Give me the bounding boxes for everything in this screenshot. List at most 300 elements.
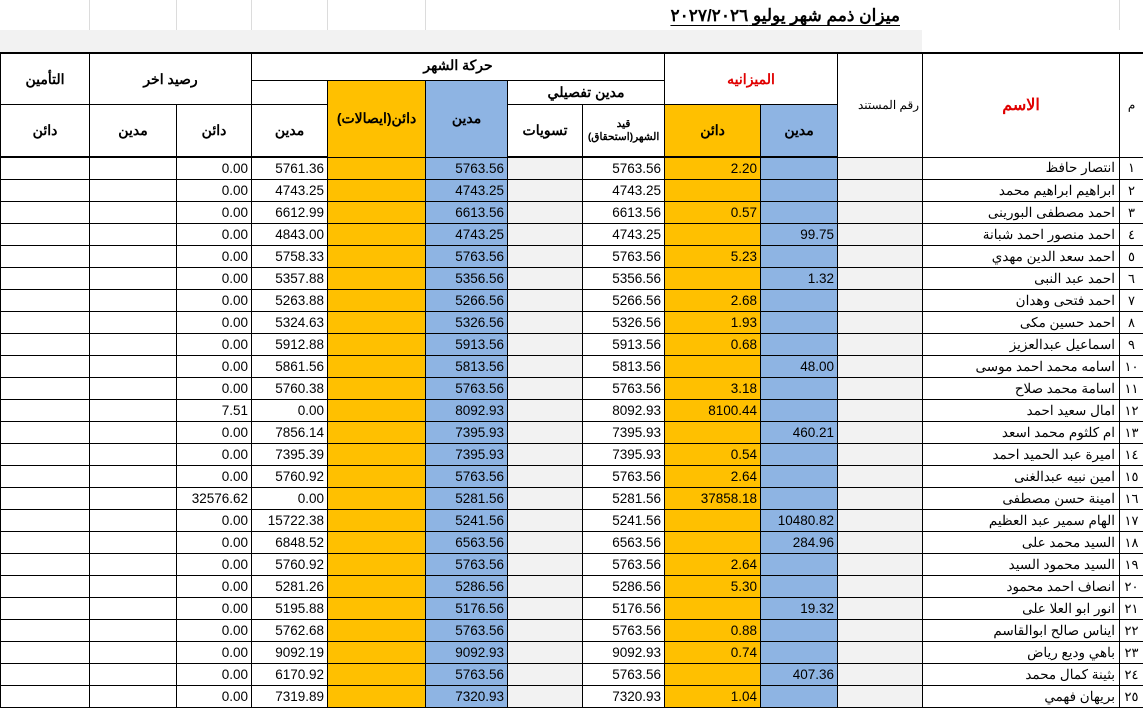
cell-doc-no[interactable] [838, 642, 923, 664]
cell-budget-debit[interactable] [761, 466, 838, 488]
cell-doc-no[interactable] [838, 378, 923, 400]
cell-adjustments[interactable] [508, 180, 583, 202]
cell-receipts-credit[interactable] [328, 576, 426, 598]
cell-month-due[interactable]: 5763.56 [583, 466, 665, 488]
cell-doc-no[interactable] [838, 466, 923, 488]
cell-doc-no[interactable] [838, 246, 923, 268]
cell-move-debit[interactable]: 5763.56 [426, 246, 508, 268]
cell-num[interactable]: ١٨ [1120, 532, 1143, 554]
cell-month-due[interactable]: 5176.56 [583, 598, 665, 620]
cell-doc-no[interactable] [838, 334, 923, 356]
cell-last-debit[interactable]: 5195.88 [252, 598, 328, 620]
cell-last-debit[interactable]: 5762.68 [252, 620, 328, 642]
cell-num[interactable]: ٥ [1120, 246, 1143, 268]
cell-last-credit[interactable]: 0.00 [177, 576, 252, 598]
cell-last-credit[interactable]: 32576.62 [177, 488, 252, 510]
cell-ins-credit[interactable] [1, 620, 90, 642]
header-budget[interactable]: الميزانيه [665, 53, 838, 105]
cell-ins-debit[interactable] [90, 356, 177, 378]
cell-ins-credit[interactable] [1, 268, 90, 290]
header-receipts-credit[interactable]: دائن(ايصالات) [328, 81, 426, 158]
cell-ins-credit[interactable] [1, 444, 90, 466]
cell-last-debit[interactable]: 6612.99 [252, 202, 328, 224]
cell-move-debit[interactable]: 5813.56 [426, 356, 508, 378]
cell-receipts-credit[interactable] [328, 290, 426, 312]
cell-adjustments[interactable] [508, 466, 583, 488]
cell-receipts-credit[interactable] [328, 224, 426, 246]
cell-last-credit[interactable]: 0.00 [177, 180, 252, 202]
cell-name[interactable]: احمد حسين مكى [923, 312, 1120, 334]
cell-move-debit[interactable]: 5763.56 [426, 466, 508, 488]
cell-move-debit[interactable]: 5356.56 [426, 268, 508, 290]
cell-month-due[interactable]: 5281.56 [583, 488, 665, 510]
cell-adjustments[interactable] [508, 598, 583, 620]
cell-budget-debit[interactable] [761, 246, 838, 268]
cell-month-due[interactable]: 5763.56 [583, 246, 665, 268]
cell-name[interactable]: اسامة محمد صلاح [923, 378, 1120, 400]
cell-last-credit[interactable]: 0.00 [177, 334, 252, 356]
cell-name[interactable]: احمد منصور احمد شبانة [923, 224, 1120, 246]
cell-last-credit[interactable]: 0.00 [177, 598, 252, 620]
cell-budget-credit[interactable]: 0.54 [665, 444, 761, 466]
cell-budget-credit[interactable]: 0.74 [665, 642, 761, 664]
cell-last-debit[interactable]: 5760.38 [252, 378, 328, 400]
cell-budget-credit[interactable] [665, 356, 761, 378]
cell-num[interactable]: ١٠ [1120, 356, 1143, 378]
cell-move-debit[interactable]: 7320.93 [426, 686, 508, 708]
cell-doc-no[interactable] [838, 532, 923, 554]
cell-ins-credit[interactable] [1, 488, 90, 510]
cell-num[interactable]: ٩ [1120, 334, 1143, 356]
cell-last-credit[interactable]: 0.00 [177, 642, 252, 664]
cell-ins-credit[interactable] [1, 246, 90, 268]
cell-month-due[interactable]: 9092.93 [583, 642, 665, 664]
cell-last-debit[interactable]: 5263.88 [252, 290, 328, 312]
cell-receipts-credit[interactable] [328, 466, 426, 488]
cell-doc-no[interactable] [838, 686, 923, 708]
cell-ins-debit[interactable] [90, 268, 177, 290]
cell-adjustments[interactable] [508, 157, 583, 180]
cell-ins-credit[interactable] [1, 598, 90, 620]
cell-month-due[interactable]: 5326.56 [583, 312, 665, 334]
cell-adjustments[interactable] [508, 334, 583, 356]
cell-budget-debit[interactable]: 1.32 [761, 268, 838, 290]
cell-move-debit[interactable]: 4743.25 [426, 180, 508, 202]
cell-num[interactable]: ٦ [1120, 268, 1143, 290]
cell-budget-debit[interactable] [761, 290, 838, 312]
cell-doc-no[interactable] [838, 422, 923, 444]
cell-ins-credit[interactable] [1, 378, 90, 400]
cell-last-credit[interactable]: 0.00 [177, 510, 252, 532]
cell-num[interactable]: ٢١ [1120, 598, 1143, 620]
cell-ins-debit[interactable] [90, 642, 177, 664]
cell-month-due[interactable]: 8092.93 [583, 400, 665, 422]
header-detailed-debit[interactable]: مدين تفصيلي [508, 81, 665, 105]
cell-ins-credit[interactable] [1, 664, 90, 686]
cell-adjustments[interactable] [508, 224, 583, 246]
cell-num[interactable]: ١١ [1120, 378, 1143, 400]
cell-budget-credit[interactable] [665, 664, 761, 686]
cell-ins-credit[interactable] [1, 202, 90, 224]
cell-month-due[interactable]: 5241.56 [583, 510, 665, 532]
cell-receipts-credit[interactable] [328, 510, 426, 532]
cell-receipts-credit[interactable] [328, 268, 426, 290]
cell-name[interactable]: انصاف احمد محمود [923, 576, 1120, 598]
cell-budget-debit[interactable] [761, 488, 838, 510]
cell-name[interactable]: اسماعيل عبدالعزيز [923, 334, 1120, 356]
cell-last-debit[interactable]: 5758.33 [252, 246, 328, 268]
cell-ins-debit[interactable] [90, 157, 177, 180]
cell-adjustments[interactable] [508, 488, 583, 510]
cell-adjustments[interactable] [508, 620, 583, 642]
cell-ins-credit[interactable] [1, 157, 90, 180]
cell-ins-debit[interactable] [90, 466, 177, 488]
cell-budget-debit[interactable] [761, 686, 838, 708]
header-budget-credit[interactable]: دائن [665, 105, 761, 158]
cell-budget-credit[interactable] [665, 510, 761, 532]
cell-adjustments[interactable] [508, 290, 583, 312]
cell-budget-debit[interactable] [761, 576, 838, 598]
cell-adjustments[interactable] [508, 510, 583, 532]
cell-num[interactable]: ١٩ [1120, 554, 1143, 576]
cell-ins-credit[interactable] [1, 400, 90, 422]
cell-adjustments[interactable] [508, 356, 583, 378]
cell-receipts-credit[interactable] [328, 246, 426, 268]
cell-adjustments[interactable] [508, 532, 583, 554]
cell-ins-debit[interactable] [90, 378, 177, 400]
cell-last-credit[interactable]: 7.51 [177, 400, 252, 422]
cell-budget-debit[interactable] [761, 157, 838, 180]
cell-budget-debit[interactable] [761, 202, 838, 224]
header-move-debit[interactable]: مدين [426, 81, 508, 158]
cell-ins-debit[interactable] [90, 576, 177, 598]
cell-move-debit[interactable]: 5286.56 [426, 576, 508, 598]
cell-name[interactable]: ابراهيم ابراهيم محمد [923, 180, 1120, 202]
cell-name[interactable]: بثينة كمال محمد [923, 664, 1120, 686]
cell-doc-no[interactable] [838, 400, 923, 422]
cell-receipts-credit[interactable] [328, 157, 426, 180]
cell-name[interactable]: انتصار حافظ [923, 157, 1120, 180]
cell-budget-debit[interactable] [761, 334, 838, 356]
cell-last-debit[interactable]: 5761.36 [252, 157, 328, 180]
cell-budget-credit[interactable]: 2.64 [665, 554, 761, 576]
cell-last-credit[interactable]: 0.00 [177, 664, 252, 686]
cell-receipts-credit[interactable] [328, 400, 426, 422]
cell-ins-credit[interactable] [1, 290, 90, 312]
header-ins-debit[interactable]: مدين [90, 105, 177, 158]
cell-ins-credit[interactable] [1, 224, 90, 246]
cell-ins-credit[interactable] [1, 356, 90, 378]
cell-num[interactable]: ٢ [1120, 180, 1143, 202]
cell-last-credit[interactable]: 0.00 [177, 312, 252, 334]
cell-receipts-credit[interactable] [328, 312, 426, 334]
cell-month-due[interactable]: 7395.93 [583, 422, 665, 444]
cell-month-due[interactable]: 7320.93 [583, 686, 665, 708]
cell-move-debit[interactable]: 4743.25 [426, 224, 508, 246]
cell-num[interactable]: ٢٠ [1120, 576, 1143, 598]
cell-budget-debit[interactable]: 460.21 [761, 422, 838, 444]
cell-doc-no[interactable] [838, 312, 923, 334]
cell-last-debit[interactable]: 6170.92 [252, 664, 328, 686]
cell-last-credit[interactable]: 0.00 [177, 224, 252, 246]
cell-num[interactable]: ١٥ [1120, 466, 1143, 488]
cell-budget-credit[interactable]: 8100.44 [665, 400, 761, 422]
cell-move-debit[interactable]: 5913.56 [426, 334, 508, 356]
cell-budget-debit[interactable] [761, 378, 838, 400]
cell-ins-debit[interactable] [90, 554, 177, 576]
cell-ins-debit[interactable] [90, 444, 177, 466]
cell-ins-debit[interactable] [90, 510, 177, 532]
cell-ins-debit[interactable] [90, 422, 177, 444]
cell-receipts-credit[interactable] [328, 334, 426, 356]
cell-budget-debit[interactable]: 19.32 [761, 598, 838, 620]
cell-budget-credit[interactable] [665, 422, 761, 444]
cell-last-debit[interactable]: 5324.63 [252, 312, 328, 334]
cell-ins-debit[interactable] [90, 620, 177, 642]
cell-last-credit[interactable]: 0.00 [177, 466, 252, 488]
cell-last-debit[interactable]: 5760.92 [252, 554, 328, 576]
cell-month-due[interactable]: 5913.56 [583, 334, 665, 356]
cell-last-debit[interactable]: 0.00 [252, 400, 328, 422]
cell-name[interactable]: بريهان فهمي [923, 686, 1120, 708]
cell-move-debit[interactable]: 6613.56 [426, 202, 508, 224]
cell-doc-no[interactable] [838, 202, 923, 224]
cell-budget-credit[interactable] [665, 180, 761, 202]
cell-month-due[interactable]: 5286.56 [583, 576, 665, 598]
cell-adjustments[interactable] [508, 400, 583, 422]
cell-ins-credit[interactable] [1, 334, 90, 356]
cell-name[interactable]: احمد عبد النبى [923, 268, 1120, 290]
cell-budget-credit[interactable]: 2.68 [665, 290, 761, 312]
cell-month-due[interactable]: 5266.56 [583, 290, 665, 312]
cell-doc-no[interactable] [838, 180, 923, 202]
cell-name[interactable]: السيد محمود السيد [923, 554, 1120, 576]
cell-ins-debit[interactable] [90, 488, 177, 510]
cell-doc-no[interactable] [838, 510, 923, 532]
cell-budget-debit[interactable] [761, 180, 838, 202]
cell-move-debit[interactable]: 5241.56 [426, 510, 508, 532]
cell-month-due[interactable]: 5763.56 [583, 157, 665, 180]
cell-receipts-credit[interactable] [328, 642, 426, 664]
cell-last-credit[interactable]: 0.00 [177, 246, 252, 268]
cell-num[interactable]: ١٢ [1120, 400, 1143, 422]
cell-month-due[interactable]: 4743.25 [583, 224, 665, 246]
cell-budget-credit[interactable]: 37858.18 [665, 488, 761, 510]
cell-adjustments[interactable] [508, 312, 583, 334]
cell-ins-credit[interactable] [1, 180, 90, 202]
cell-receipts-credit[interactable] [328, 378, 426, 400]
cell-num[interactable]: ١ [1120, 157, 1143, 180]
cell-name[interactable]: انور ابو العلا على [923, 598, 1120, 620]
cell-budget-debit[interactable]: 10480.82 [761, 510, 838, 532]
cell-name[interactable]: اميرة عبد الحميد احمد [923, 444, 1120, 466]
cell-ins-debit[interactable] [90, 334, 177, 356]
cell-receipts-credit[interactable] [328, 554, 426, 576]
cell-budget-credit[interactable]: 2.64 [665, 466, 761, 488]
cell-doc-no[interactable] [838, 576, 923, 598]
cell-name[interactable]: اسامه محمد احمد موسى [923, 356, 1120, 378]
cell-name[interactable]: امينة حسن مصطفى [923, 488, 1120, 510]
cell-move-debit[interactable]: 9092.93 [426, 642, 508, 664]
cell-ins-credit[interactable] [1, 554, 90, 576]
header-month-due[interactable]: قيد الشهر(استحقاق) [583, 105, 665, 158]
cell-num[interactable]: ١٧ [1120, 510, 1143, 532]
cell-adjustments[interactable] [508, 554, 583, 576]
cell-name[interactable]: احمد سعد الدين مهدي [923, 246, 1120, 268]
cell-receipts-credit[interactable] [328, 356, 426, 378]
cell-receipts-credit[interactable] [328, 444, 426, 466]
cell-receipts-credit[interactable] [328, 620, 426, 642]
cell-ins-credit[interactable] [1, 466, 90, 488]
cell-name[interactable]: باهي وديع رياض [923, 642, 1120, 664]
cell-adjustments[interactable] [508, 664, 583, 686]
cell-doc-no[interactable] [838, 620, 923, 642]
cell-move-debit[interactable]: 5763.56 [426, 157, 508, 180]
header-last-credit[interactable]: دائن [177, 105, 252, 158]
cell-last-credit[interactable]: 0.00 [177, 378, 252, 400]
cell-name[interactable]: ايناس صالح ابوالقاسم [923, 620, 1120, 642]
cell-budget-credit[interactable]: 5.23 [665, 246, 761, 268]
cell-adjustments[interactable] [508, 444, 583, 466]
cell-move-debit[interactable]: 8092.93 [426, 400, 508, 422]
cell-last-debit[interactable]: 5760.92 [252, 466, 328, 488]
cell-ins-debit[interactable] [90, 202, 177, 224]
cell-move-debit[interactable]: 5176.56 [426, 598, 508, 620]
cell-num[interactable]: ٢٢ [1120, 620, 1143, 642]
cell-doc-no[interactable] [838, 598, 923, 620]
cell-last-debit[interactable]: 5357.88 [252, 268, 328, 290]
cell-move-debit[interactable]: 5763.56 [426, 620, 508, 642]
cell-month-due[interactable]: 4743.25 [583, 180, 665, 202]
header-month-movement[interactable]: حركة الشهر [252, 53, 665, 81]
cell-ins-credit[interactable] [1, 686, 90, 708]
cell-month-due[interactable]: 6563.56 [583, 532, 665, 554]
cell-last-debit[interactable]: 5912.88 [252, 334, 328, 356]
cell-budget-credit[interactable]: 3.18 [665, 378, 761, 400]
cell-name[interactable]: الهام سمير عبد العظيم [923, 510, 1120, 532]
cell-budget-credit[interactable] [665, 598, 761, 620]
cell-last-debit[interactable]: 0.00 [252, 488, 328, 510]
cell-move-debit[interactable]: 5763.56 [426, 664, 508, 686]
cell-budget-debit[interactable] [761, 312, 838, 334]
cell-receipts-credit[interactable] [328, 488, 426, 510]
cell-last-credit[interactable]: 0.00 [177, 422, 252, 444]
cell-doc-no[interactable] [838, 224, 923, 246]
cell-last-credit[interactable]: 0.00 [177, 202, 252, 224]
cell-receipts-credit[interactable] [328, 686, 426, 708]
cell-adjustments[interactable] [508, 246, 583, 268]
cell-last-credit[interactable]: 0.00 [177, 290, 252, 312]
cell-name[interactable]: امين نبيه عبدالغنى [923, 466, 1120, 488]
cell-doc-no[interactable] [838, 554, 923, 576]
cell-last-credit[interactable]: 0.00 [177, 532, 252, 554]
cell-last-debit[interactable]: 9092.19 [252, 642, 328, 664]
cell-name[interactable]: امال سعيد احمد [923, 400, 1120, 422]
cell-receipts-credit[interactable] [328, 422, 426, 444]
cell-last-debit[interactable]: 7319.89 [252, 686, 328, 708]
cell-last-debit[interactable]: 6848.52 [252, 532, 328, 554]
cell-budget-debit[interactable]: 99.75 [761, 224, 838, 246]
cell-last-credit[interactable]: 0.00 [177, 444, 252, 466]
cell-budget-credit[interactable] [665, 268, 761, 290]
cell-doc-no[interactable] [838, 268, 923, 290]
header-adjustments[interactable]: تسويات [508, 105, 583, 158]
cell-adjustments[interactable] [508, 422, 583, 444]
cell-month-due[interactable]: 6613.56 [583, 202, 665, 224]
cell-name[interactable]: احمد فتحى وهدان [923, 290, 1120, 312]
cell-ins-debit[interactable] [90, 598, 177, 620]
cell-month-due[interactable]: 5763.56 [583, 554, 665, 576]
header-budget-debit[interactable]: مدين [761, 105, 838, 158]
cell-move-debit[interactable]: 5326.56 [426, 312, 508, 334]
cell-ins-debit[interactable] [90, 290, 177, 312]
cell-budget-debit[interactable]: 407.36 [761, 664, 838, 686]
cell-num[interactable]: ٢٣ [1120, 642, 1143, 664]
cell-move-debit[interactable]: 5763.56 [426, 378, 508, 400]
cell-month-due[interactable]: 5813.56 [583, 356, 665, 378]
cell-num[interactable]: ٣ [1120, 202, 1143, 224]
cell-doc-no[interactable] [838, 356, 923, 378]
cell-num[interactable]: ٢٥ [1120, 686, 1143, 708]
cell-ins-debit[interactable] [90, 246, 177, 268]
cell-move-debit[interactable]: 5266.56 [426, 290, 508, 312]
cell-name[interactable]: احمد مصطفى البورينى [923, 202, 1120, 224]
cell-adjustments[interactable] [508, 268, 583, 290]
cell-last-credit[interactable]: 0.00 [177, 157, 252, 180]
cell-budget-credit[interactable]: 1.93 [665, 312, 761, 334]
cell-move-debit[interactable]: 5763.56 [426, 554, 508, 576]
cell-last-credit[interactable]: 0.00 [177, 554, 252, 576]
cell-budget-debit[interactable]: 48.00 [761, 356, 838, 378]
cell-doc-no[interactable] [838, 444, 923, 466]
cell-ins-debit[interactable] [90, 180, 177, 202]
cell-ins-debit[interactable] [90, 686, 177, 708]
cell-adjustments[interactable] [508, 202, 583, 224]
cell-adjustments[interactable] [508, 378, 583, 400]
cell-num[interactable]: ٧ [1120, 290, 1143, 312]
cell-num[interactable]: ٢٤ [1120, 664, 1143, 686]
header-last-debit[interactable]: مدين [252, 105, 328, 158]
cell-move-debit[interactable]: 7395.93 [426, 444, 508, 466]
cell-month-due[interactable]: 5763.56 [583, 378, 665, 400]
header-num[interactable]: م [1120, 53, 1143, 157]
cell-ins-debit[interactable] [90, 312, 177, 334]
cell-num[interactable]: ٨ [1120, 312, 1143, 334]
cell-last-credit[interactable]: 0.00 [177, 356, 252, 378]
cell-move-debit[interactable]: 7395.93 [426, 422, 508, 444]
cell-move-debit[interactable]: 5281.56 [426, 488, 508, 510]
cell-doc-no[interactable] [838, 157, 923, 180]
cell-name[interactable]: ام كلثوم محمد اسعد [923, 422, 1120, 444]
cell-budget-debit[interactable] [761, 554, 838, 576]
cell-budget-credit[interactable]: 0.88 [665, 620, 761, 642]
cell-adjustments[interactable] [508, 686, 583, 708]
cell-budget-debit[interactable] [761, 642, 838, 664]
cell-last-debit[interactable]: 4743.25 [252, 180, 328, 202]
cell-last-debit[interactable]: 7856.14 [252, 422, 328, 444]
cell-month-due[interactable]: 7395.93 [583, 444, 665, 466]
cell-last-debit[interactable]: 7395.39 [252, 444, 328, 466]
header-ins-credit[interactable]: دائن [1, 105, 90, 158]
cell-ins-debit[interactable] [90, 532, 177, 554]
cell-budget-credit[interactable] [665, 224, 761, 246]
cell-num[interactable]: ١٤ [1120, 444, 1143, 466]
cell-receipts-credit[interactable] [328, 180, 426, 202]
cell-num[interactable]: ١٦ [1120, 488, 1143, 510]
cell-last-debit[interactable]: 5861.56 [252, 356, 328, 378]
cell-last-debit[interactable]: 4843.00 [252, 224, 328, 246]
cell-month-due[interactable]: 5763.56 [583, 620, 665, 642]
